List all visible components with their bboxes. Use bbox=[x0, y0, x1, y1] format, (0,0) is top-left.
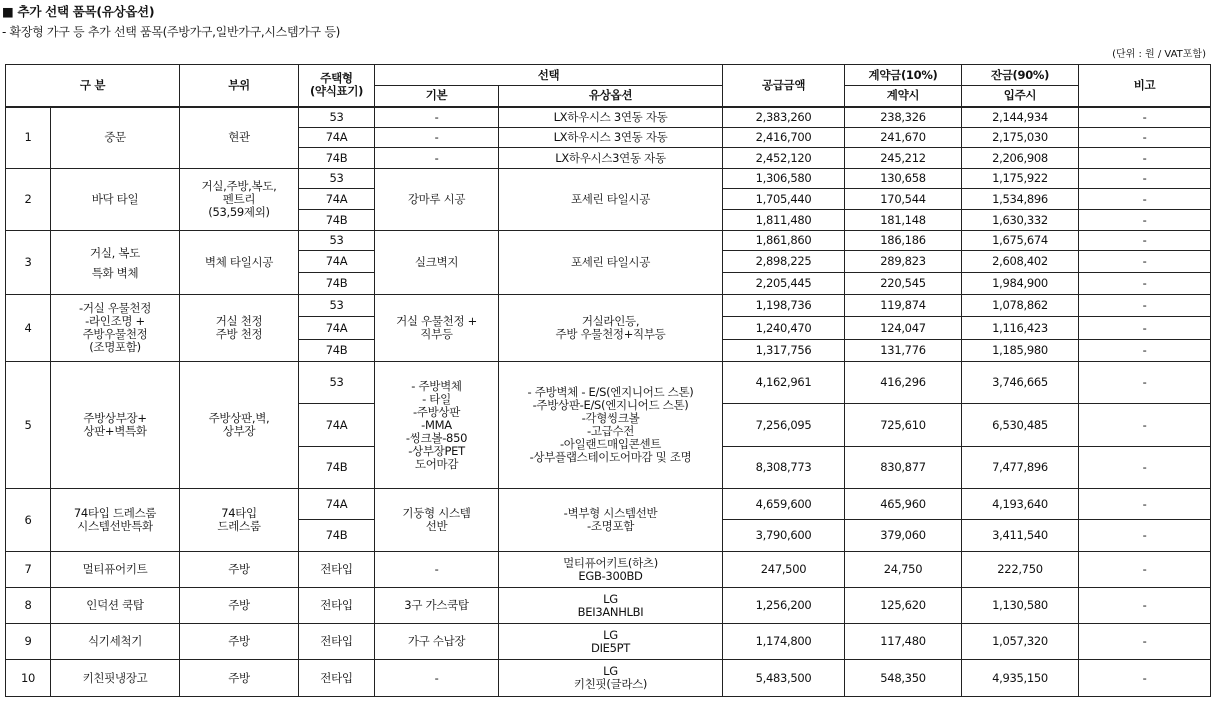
balance-amount: 3,411,540 bbox=[962, 520, 1079, 552]
header-selection: 선택 bbox=[375, 65, 723, 86]
house-type: 53 bbox=[299, 107, 375, 128]
supply-amount: 1,174,800 bbox=[723, 624, 845, 660]
row-number: 4 bbox=[6, 295, 51, 362]
supply-amount: 2,452,120 bbox=[723, 148, 845, 169]
deposit-amount: 238,326 bbox=[845, 107, 962, 128]
balance-amount: 1,675,674 bbox=[962, 231, 1079, 251]
balance-amount: 1,534,896 bbox=[962, 189, 1079, 210]
remark: - bbox=[1079, 148, 1211, 169]
house-type: 53 bbox=[299, 295, 375, 317]
deposit-amount: 241,670 bbox=[845, 128, 962, 148]
deposit-amount: 465,960 bbox=[845, 489, 962, 520]
item-location: 거실,주방,복도, 펜트리 (53,59제외) bbox=[180, 169, 299, 231]
deposit-amount: 548,350 bbox=[845, 660, 962, 697]
balance-amount: 1,185,980 bbox=[962, 340, 1079, 362]
balance-amount: 1,984,900 bbox=[962, 273, 1079, 295]
basic-spec: 실크벽지 bbox=[375, 231, 499, 295]
balance-amount: 3,746,665 bbox=[962, 362, 1079, 404]
house-type: 53 bbox=[299, 231, 375, 251]
remark: - bbox=[1079, 404, 1211, 447]
supply-amount: 2,383,260 bbox=[723, 107, 845, 128]
deposit-amount: 725,610 bbox=[845, 404, 962, 447]
supply-amount: 1,240,470 bbox=[723, 317, 845, 340]
row-number: 10 bbox=[6, 660, 51, 697]
paid-option: LX하우시스 3연동 자동 bbox=[499, 107, 723, 128]
deposit-amount: 170,544 bbox=[845, 189, 962, 210]
remark: - bbox=[1079, 520, 1211, 552]
house-type: 74B bbox=[299, 210, 375, 231]
paid-option: LG DIE5PT bbox=[499, 624, 723, 660]
table-row bbox=[6, 295, 1211, 317]
header-deposit-sub: 계약시 bbox=[845, 86, 962, 107]
remark: - bbox=[1079, 189, 1211, 210]
deposit-amount: 119,874 bbox=[845, 295, 962, 317]
table-row bbox=[6, 169, 1211, 189]
item-location: 주방 bbox=[180, 624, 299, 660]
basic-spec: - 주방벽체 - 타일 -주방상판 -MMA -씽크볼-850 -상부장PET 도어마감 bbox=[375, 362, 499, 489]
deposit-amount: 181,148 bbox=[845, 210, 962, 231]
row-number: 6 bbox=[6, 489, 51, 552]
deposit-amount: 220,545 bbox=[845, 273, 962, 295]
paid-option: LG BEI3ANHLBI bbox=[499, 588, 723, 624]
house-type: 74B bbox=[299, 148, 375, 169]
remark: - bbox=[1079, 273, 1211, 295]
balance-amount: 2,206,908 bbox=[962, 148, 1079, 169]
header-location: 부위 bbox=[180, 65, 299, 107]
balance-amount: 1,130,580 bbox=[962, 588, 1079, 624]
remark: - bbox=[1079, 295, 1211, 317]
deposit-amount: 131,776 bbox=[845, 340, 962, 362]
balance-amount: 1,630,332 bbox=[962, 210, 1079, 231]
table-row bbox=[6, 362, 1211, 404]
supply-amount: 1,198,736 bbox=[723, 295, 845, 317]
paid-option: 멀티퓨어키트(하츠) EGB-300BD bbox=[499, 552, 723, 588]
options-table bbox=[5, 64, 1211, 697]
item-location: 주방 bbox=[180, 552, 299, 588]
header-supply-amount: 공급금액 bbox=[723, 65, 845, 107]
paid-option: 거실라인등, 주방 우물천정+직부등 bbox=[499, 295, 723, 362]
item-category: 중문 bbox=[51, 107, 180, 169]
balance-amount: 1,116,423 bbox=[962, 317, 1079, 340]
deposit-amount: 379,060 bbox=[845, 520, 962, 552]
deposit-amount: 117,480 bbox=[845, 624, 962, 660]
item-category: -거실 우물천정 -라인조명 + 주방우물천정 (조명포함) bbox=[51, 295, 180, 362]
header-basic: 기본 bbox=[375, 86, 499, 107]
row-number: 2 bbox=[6, 169, 51, 231]
supply-amount: 1,306,580 bbox=[723, 169, 845, 189]
remark: - bbox=[1079, 317, 1211, 340]
item-category: 키친핏냉장고 bbox=[51, 660, 180, 697]
page-subtitle: - 확장형 가구 등 추가 선택 품목(주방가구,일반가구,시스템가구 등) bbox=[2, 25, 341, 39]
house-type: 전타입 bbox=[299, 660, 375, 697]
deposit-amount: 186,186 bbox=[845, 231, 962, 251]
header-category: 구 분 bbox=[6, 65, 180, 107]
paid-option: - 주방벽체 - E/S(엔지니어드 스톤) -주방상판-E/S(엔지니어드 스톤) -각형씽크볼 -고급수전 -아일랜드매입콘센트 -상부플랩스테이도어마감 및 조명 bbox=[499, 362, 723, 489]
page-title: ■ 추가 선택 품목(유상옵션) bbox=[2, 4, 155, 19]
header-paid-option: 유상옵션 bbox=[499, 86, 723, 107]
header-deposit: 계약금(10%) bbox=[845, 65, 962, 86]
deposit-amount: 289,823 bbox=[845, 251, 962, 273]
balance-amount: 2,175,030 bbox=[962, 128, 1079, 148]
supply-amount: 5,483,500 bbox=[723, 660, 845, 697]
house-type: 74A bbox=[299, 128, 375, 148]
basic-spec: 가구 수납장 bbox=[375, 624, 499, 660]
table-row bbox=[6, 231, 1211, 251]
remark: - bbox=[1079, 588, 1211, 624]
basic-spec: - bbox=[375, 552, 499, 588]
item-location: 주방 bbox=[180, 660, 299, 697]
row-number: 5 bbox=[6, 362, 51, 489]
balance-amount: 1,057,320 bbox=[962, 624, 1079, 660]
item-location: 현관 bbox=[180, 107, 299, 169]
balance-amount: 7,477,896 bbox=[962, 447, 1079, 489]
supply-amount: 8,308,773 bbox=[723, 447, 845, 489]
balance-amount: 2,608,402 bbox=[962, 251, 1079, 273]
balance-amount: 2,144,934 bbox=[962, 107, 1079, 128]
table-row bbox=[6, 552, 1211, 588]
balance-amount: 4,935,150 bbox=[962, 660, 1079, 697]
row-number: 3 bbox=[6, 231, 51, 295]
paid-option: 포세린 타일시공 bbox=[499, 231, 723, 295]
supply-amount: 2,898,225 bbox=[723, 251, 845, 273]
remark: - bbox=[1079, 362, 1211, 404]
house-type: 74B bbox=[299, 447, 375, 489]
supply-amount: 4,659,600 bbox=[723, 489, 845, 520]
remark: - bbox=[1079, 128, 1211, 148]
balance-amount: 1,175,922 bbox=[962, 169, 1079, 189]
row-number: 9 bbox=[6, 624, 51, 660]
header-remarks: 비고 bbox=[1079, 65, 1211, 107]
paid-option: LX하우시스 3연동 자동 bbox=[499, 128, 723, 148]
item-location: 주방 bbox=[180, 588, 299, 624]
basic-spec: - bbox=[375, 107, 499, 128]
item-category: 인덕션 쿡탑 bbox=[51, 588, 180, 624]
table-row bbox=[6, 660, 1211, 697]
item-category: 식기세척기 bbox=[51, 624, 180, 660]
supply-amount: 247,500 bbox=[723, 552, 845, 588]
basic-spec: 기둥형 시스템 선반 bbox=[375, 489, 499, 552]
house-type: 74A bbox=[299, 489, 375, 520]
house-type: 74A bbox=[299, 251, 375, 273]
item-category: 멀티퓨어키트 bbox=[51, 552, 180, 588]
deposit-amount: 124,047 bbox=[845, 317, 962, 340]
row-number: 8 bbox=[6, 588, 51, 624]
supply-amount: 7,256,095 bbox=[723, 404, 845, 447]
balance-amount: 222,750 bbox=[962, 552, 1079, 588]
remark: - bbox=[1079, 447, 1211, 489]
table-row bbox=[6, 489, 1211, 520]
unit-note: (단위 : 원 / VAT포함) bbox=[1112, 49, 1206, 60]
basic-spec: 거실 우물천정 + 직부등 bbox=[375, 295, 499, 362]
supply-amount: 1,705,440 bbox=[723, 189, 845, 210]
paid-option: LX하우시스3연동 자동 bbox=[499, 148, 723, 169]
balance-amount: 4,193,640 bbox=[962, 489, 1079, 520]
item-category: 주방상부장+ 상판+벽특화 bbox=[51, 362, 180, 489]
house-type: 전타입 bbox=[299, 588, 375, 624]
remark: - bbox=[1079, 169, 1211, 189]
house-type: 74B bbox=[299, 273, 375, 295]
item-category: 74타입 드레스룸 시스템선반특화 bbox=[51, 489, 180, 552]
supply-amount: 4,162,961 bbox=[723, 362, 845, 404]
house-type: 74A bbox=[299, 317, 375, 340]
supply-amount: 2,416,700 bbox=[723, 128, 845, 148]
house-type: 전타입 bbox=[299, 624, 375, 660]
house-type: 74A bbox=[299, 404, 375, 447]
remark: - bbox=[1079, 624, 1211, 660]
remark: - bbox=[1079, 489, 1211, 520]
supply-amount: 1,811,480 bbox=[723, 210, 845, 231]
supply-amount: 1,317,756 bbox=[723, 340, 845, 362]
remark: - bbox=[1079, 210, 1211, 231]
basic-spec: - bbox=[375, 148, 499, 169]
row-number: 7 bbox=[6, 552, 51, 588]
item-location: 거실 천정 주방 천정 bbox=[180, 295, 299, 362]
basic-spec: 강마루 시공 bbox=[375, 169, 499, 231]
supply-amount: 1,256,200 bbox=[723, 588, 845, 624]
item-location: 주방상판,벽, 상부장 bbox=[180, 362, 299, 489]
house-type: 53 bbox=[299, 362, 375, 404]
header-balance-sub: 입주시 bbox=[962, 86, 1079, 107]
remark: - bbox=[1079, 107, 1211, 128]
table-row bbox=[6, 107, 1211, 128]
basic-spec: - bbox=[375, 660, 499, 697]
paid-option: 포세린 타일시공 bbox=[499, 169, 723, 231]
remark: - bbox=[1079, 231, 1211, 251]
paid-option: -벽부형 시스템선반 -조명포함 bbox=[499, 489, 723, 552]
paid-option: LG 키친핏(글라스) bbox=[499, 660, 723, 697]
item-location: 벽체 타일시공 bbox=[180, 231, 299, 295]
house-type: 전타입 bbox=[299, 552, 375, 588]
house-type: 74B bbox=[299, 520, 375, 552]
house-type: 53 bbox=[299, 169, 375, 189]
basic-spec: 3구 가스쿡탑 bbox=[375, 588, 499, 624]
item-category: 거실, 복도 특화 벽체 bbox=[51, 231, 180, 295]
table-row bbox=[6, 624, 1211, 660]
supply-amount: 1,861,860 bbox=[723, 231, 845, 251]
row-number: 1 bbox=[6, 107, 51, 169]
deposit-amount: 24,750 bbox=[845, 552, 962, 588]
house-type: 74A bbox=[299, 189, 375, 210]
item-category: 바닥 타일 bbox=[51, 169, 180, 231]
remark: - bbox=[1079, 251, 1211, 273]
deposit-amount: 125,620 bbox=[845, 588, 962, 624]
deposit-amount: 130,658 bbox=[845, 169, 962, 189]
balance-amount: 1,078,862 bbox=[962, 295, 1079, 317]
item-location: 74타입 드레스룸 bbox=[180, 489, 299, 552]
basic-spec: - bbox=[375, 128, 499, 148]
deposit-amount: 830,877 bbox=[845, 447, 962, 489]
deposit-amount: 245,212 bbox=[845, 148, 962, 169]
deposit-amount: 416,296 bbox=[845, 362, 962, 404]
table-row bbox=[6, 588, 1211, 624]
remark: - bbox=[1079, 552, 1211, 588]
header-balance: 잔금(90%) bbox=[962, 65, 1079, 86]
supply-amount: 3,790,600 bbox=[723, 520, 845, 552]
header-type: 주택형 (약식표기) bbox=[299, 65, 375, 107]
remark: - bbox=[1079, 660, 1211, 697]
balance-amount: 6,530,485 bbox=[962, 404, 1079, 447]
supply-amount: 2,205,445 bbox=[723, 273, 845, 295]
house-type: 74B bbox=[299, 340, 375, 362]
remark: - bbox=[1079, 340, 1211, 362]
